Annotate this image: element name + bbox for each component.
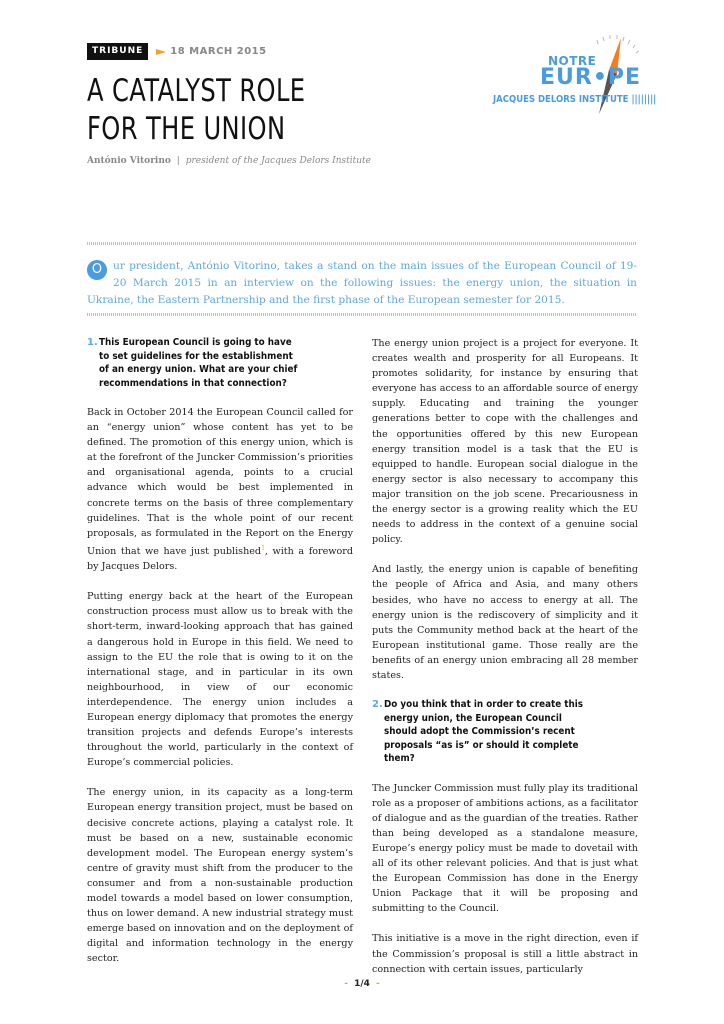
byline-separator: | bbox=[176, 156, 180, 166]
logo-notre: NOTRE bbox=[548, 54, 597, 68]
author-name: António Vitorino bbox=[87, 156, 171, 166]
tag-row bbox=[87, 43, 447, 60]
page-indicator: 1/4 bbox=[354, 979, 370, 989]
page-number bbox=[0, 979, 724, 989]
question-number: 2. bbox=[372, 699, 383, 711]
paragraph-text: Back in October 2014 the European Council called for an “energy union” whose content has yet to be defined. The promotion of this energy union, which is at the forefront of the Juncker Commission’s priorities and organisational agenda, points to a crucial advance which would be best implemented in concrete terms on the basis of three complementary guidelines. That is the whole point of our recent proposals, as formulated in the Report on the Energy Union that we have just published bbox=[87, 407, 353, 558]
tribune-tag: TRIBUNE bbox=[87, 43, 148, 60]
paragraph: This initiative is a move in the right direction, even if the Commission’s proposal is still a little abstract in connection with certain issues, particularly bbox=[372, 933, 638, 975]
left-column bbox=[87, 336, 353, 981]
author-role: president of the Jacques Delors Institute bbox=[185, 156, 371, 166]
arrow-icon bbox=[156, 49, 166, 55]
paragraph-text: , with a foreword by Jacques Delors. bbox=[87, 546, 353, 573]
byline bbox=[87, 156, 447, 166]
divider-bottom bbox=[87, 313, 637, 316]
paragraph bbox=[87, 405, 353, 574]
right-column bbox=[372, 336, 638, 992]
paragraph: The Juncker Commission must fully play its traditional role as a proposer of ambitions actions, as a facilitator of dialogue and as the guardian of the treaties. Rather than being developed as a standalone measure, Europe’s energy policy must be made to dovetail with all of its other relevant policies. And that is just what the European Commission has done in the Energy Union Package that it will be proposing and submitting to the Council. bbox=[372, 782, 638, 915]
question-2 bbox=[372, 698, 638, 766]
paragraph: And lastly, the energy union is capable of benefiting the people of Africa and Asia, and many others besides, who have no access to energy at all. The energy union is the rediscovery of simplicity and it puts the Community method back at the heart of the European institutional game. Those really are the benefits of an energy union embracing all 28 member states. bbox=[372, 564, 638, 681]
publication-date: 18 MARCH 2015 bbox=[170, 46, 267, 57]
logo-europe: EUR•PE bbox=[540, 65, 642, 90]
question-1 bbox=[87, 336, 353, 390]
logo-institute: JACQUES DELORS INSTITUTE |||||||| bbox=[493, 94, 657, 105]
dash-right: - bbox=[376, 979, 380, 989]
notre-europe-logo bbox=[490, 30, 710, 120]
dropcap-circle: O bbox=[87, 260, 107, 280]
dash-left: - bbox=[344, 979, 348, 989]
question-number: 1. bbox=[87, 337, 98, 348]
footnote-link[interactable]: 1 bbox=[261, 544, 265, 552]
paragraph: The energy union project is a project for everyone. It creates wealth and prosperity for all Europeans. It promotes solidarity, for instance by ensuring that everyone has access to an affordable source of energy supply. Educating and training the younger generations better to cope with the challenges and the opportunities offered by this new European energy transition model is a task that the EU is equipped to handle. European social dialogue in the energy sector is also necessary to accompany this major transition on the job scene. Precariousness in the energy sector is a growing reality which the EU needs to address in the context of a genuine social policy. bbox=[372, 338, 638, 546]
paragraph: The energy union, in its capacity as a long-term European energy transition project, must be based on decisive concrete actions, playing a catalyst role. It must be based on a new, sustainable economic development model. The European energy system’s centre of gravity must shift from the producer to the consumer and from a non-sustainable production model towards a model based on lower consumption, thus on lower demand. A new industrial strategy must emerge based on innovation and on the deployment of digital and information technology in the energy sector. bbox=[87, 787, 353, 965]
page-title bbox=[87, 72, 368, 148]
document-header bbox=[87, 43, 447, 166]
intro-text: ur president, António Vitorino, takes a stand on the main issues of the European Council of 19-20 March 2015 in an interview on the following issues: the energy union, the situation in Ukraine, the Eastern Partnership and the first phase of the European semester for 2015. bbox=[87, 260, 637, 306]
paragraph: Putting energy back at the heart of the European construction process must allow us to break with the short-term, inward-looking approach that has gained a dangerous hold in Europe in this field. We need to assign to the EU the role that is owing to it on the international stage, and in particular in its own neighbourhood, in view of our economic interdependence. The energy union includes a European energy diplomacy that promotes the energy transition projects and defends Europe’s interests throughout the world, particularly in the context of Europe’s commercial policies. bbox=[87, 591, 353, 769]
question-text: Do you think that in order to create this energy union, the European Council should adopt the Commission’s recent proposals “as is” or should it complete them? bbox=[384, 699, 584, 765]
intro-paragraph bbox=[87, 258, 637, 309]
title-line-2: FOR THE UNION bbox=[87, 111, 286, 147]
question-text: This European Council is going to have to set guidelines for the establishment of an energy union. What are your chief recommendations in that connection? bbox=[99, 337, 298, 389]
divider-top bbox=[87, 242, 637, 245]
title-line-1: A CATALYST ROLE bbox=[87, 73, 306, 109]
